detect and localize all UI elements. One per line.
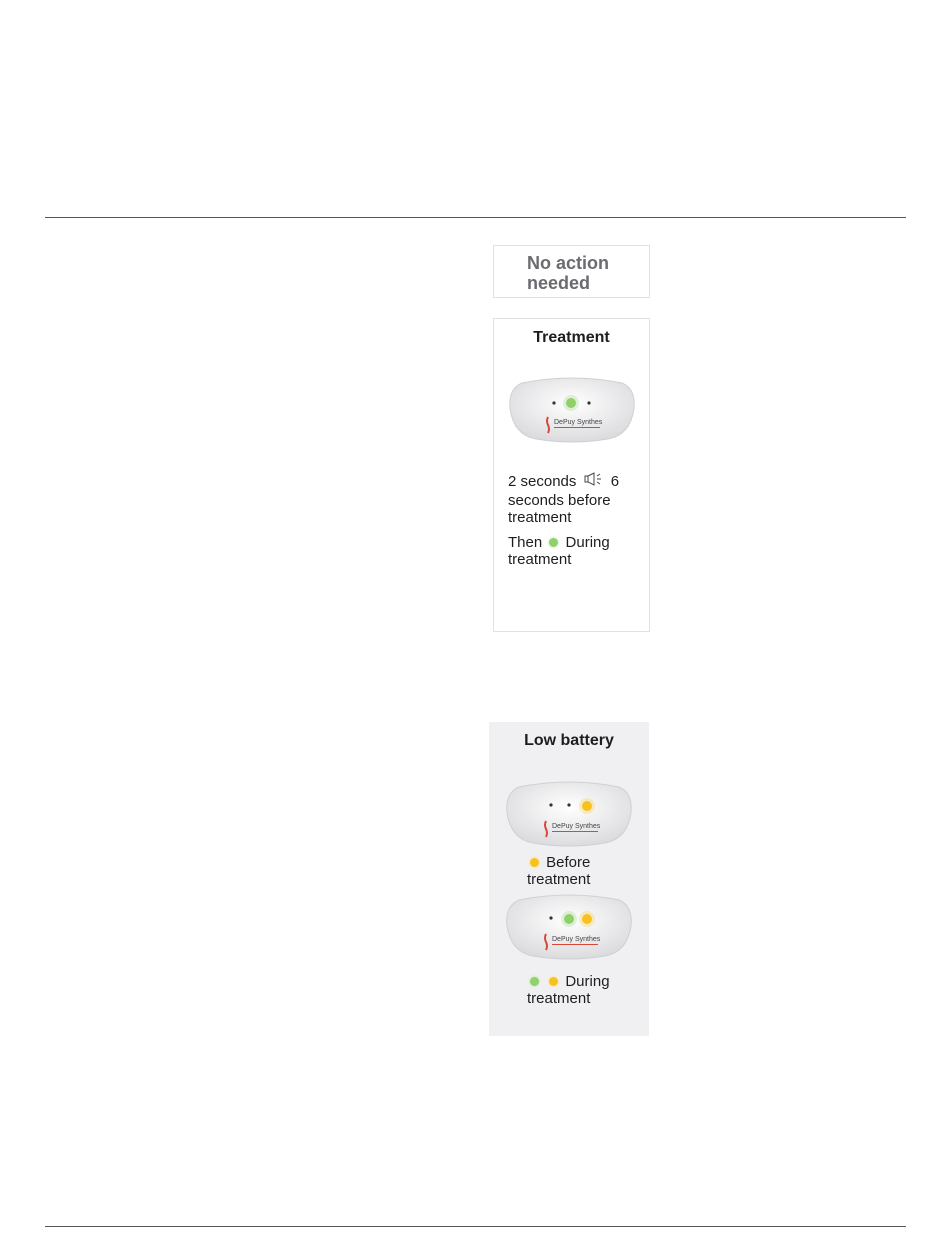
low-battery-card	[489, 722, 649, 1036]
svg-text:DePuy Synthes: DePuy Synthes	[552, 823, 601, 830]
green-led-icon	[549, 538, 558, 547]
device-image-low-battery-during	[505, 892, 633, 962]
device-image-treatment	[508, 375, 636, 445]
treatment-then-prefix: Then	[508, 534, 543, 551]
low-battery-during-label: During treatment	[527, 973, 610, 1007]
device-image-low-battery-before	[505, 779, 633, 849]
amber-led-icon	[530, 858, 539, 867]
treatment-beep-text	[508, 472, 643, 526]
treatment-during-suffix: During treatment	[508, 534, 610, 568]
low-battery-title: Low battery	[524, 732, 614, 749]
svg-text:DePuy Synthes: DePuy Synthes	[554, 419, 603, 426]
low-battery-before-text	[527, 854, 637, 888]
low-battery-before-label: Before treatment	[527, 854, 591, 888]
treatment-beep-prefix: 2 seconds	[508, 472, 577, 490]
speaker-icon	[584, 472, 604, 490]
treatment-during-text	[508, 534, 643, 568]
treatment-card	[493, 318, 650, 632]
amber-led-icon	[549, 977, 558, 986]
no-action-label: No action needed	[527, 253, 610, 293]
bottom-divider	[45, 1226, 906, 1227]
green-led-icon	[530, 977, 539, 986]
top-divider	[45, 217, 906, 218]
no-action-card	[493, 245, 650, 298]
treatment-beep-suffix: 6 seconds before treatment	[508, 472, 620, 526]
svg-text:DePuy Synthes: DePuy Synthes	[552, 936, 601, 943]
low-battery-during-text	[527, 973, 637, 1007]
treatment-title: Treatment	[533, 329, 610, 346]
